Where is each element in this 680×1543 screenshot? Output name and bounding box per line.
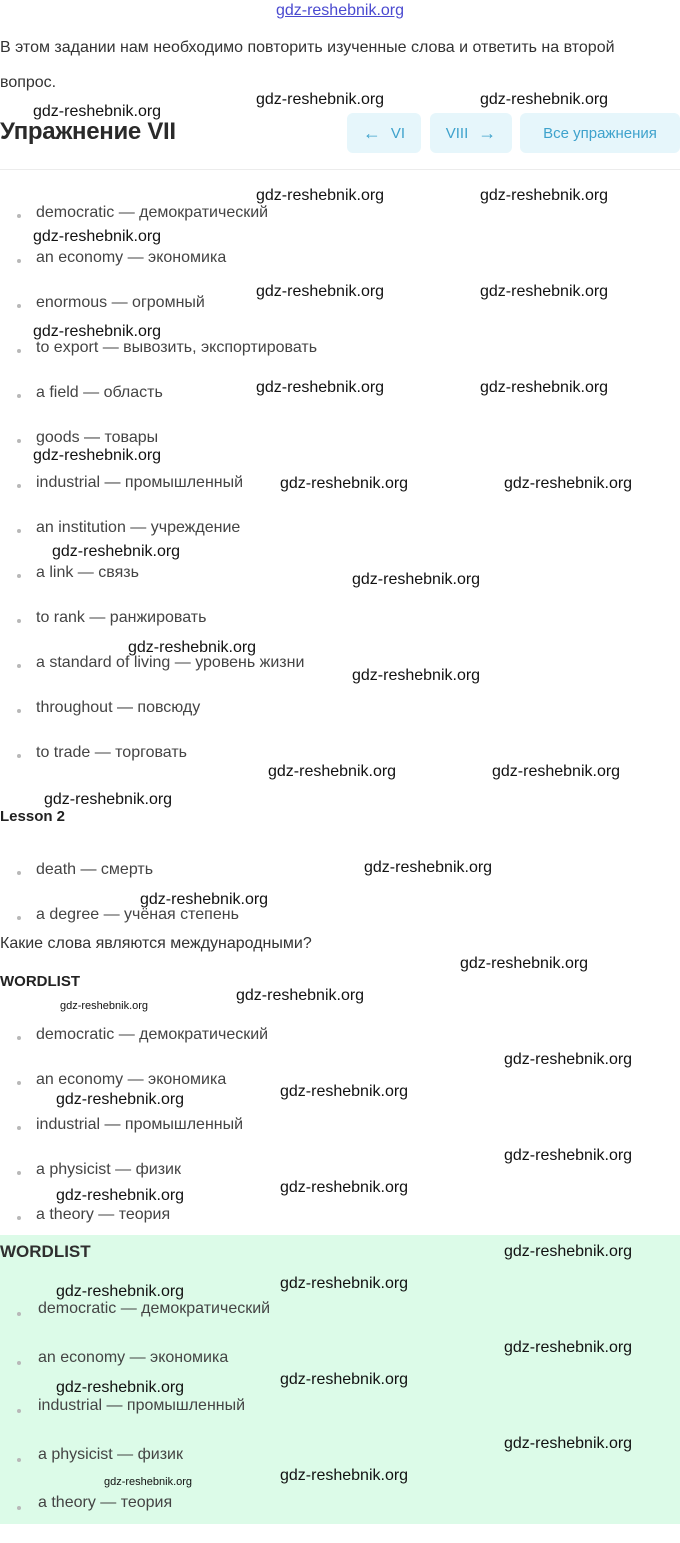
exercise-title: Упражнение VII xyxy=(0,118,176,145)
watermark: gdz-reshebnik.org xyxy=(504,475,633,492)
next-exercise-button[interactable] xyxy=(430,113,512,153)
arrow-left-icon: ← xyxy=(362,122,381,143)
watermark: gdz-reshebnik.org xyxy=(104,1476,193,1488)
list-item: an economy — экономика xyxy=(0,1071,680,1116)
list-item: a degree — учёная степень xyxy=(0,906,680,951)
list-item: industrial — промышленный xyxy=(0,1116,680,1161)
watermark: gdz-reshebnik.org xyxy=(268,763,397,780)
prev-exercise-label: VI xyxy=(390,124,406,142)
answer-wordlist xyxy=(0,1300,680,1543)
watermark: gdz-reshebnik.org xyxy=(280,1467,409,1484)
list-item: a standard of living — уровень жизни xyxy=(0,654,680,699)
watermark: gdz-reshebnik.org xyxy=(504,1147,633,1164)
watermark: gdz-reshebnik.org xyxy=(256,91,385,108)
arrow-right-icon: → xyxy=(478,122,497,143)
watermark: gdz-reshebnik.org xyxy=(33,447,162,464)
list-item: death — смерть xyxy=(0,861,680,906)
list-item: to rank — ранжировать xyxy=(0,609,680,654)
list-item: throughout — повсюду xyxy=(0,699,680,744)
intro-text: В этом задании нам необходимо повторить изученные слова и ответить на второй вопрос. xyxy=(0,39,615,91)
watermark: gdz-reshebnik.org xyxy=(33,228,162,245)
list-item: an economy — экономика xyxy=(0,249,680,294)
watermark: gdz-reshebnik.org xyxy=(60,1000,149,1012)
all-exercises-label: Все упражнения xyxy=(543,124,657,142)
watermark: gdz-reshebnik.org xyxy=(280,1371,409,1388)
list-item: democratic — демократический xyxy=(0,1026,680,1071)
watermark: gdz-reshebnik.org xyxy=(280,1275,409,1292)
watermark: gdz-reshebnik.org xyxy=(140,891,269,908)
watermark: gdz-reshebnik.org xyxy=(280,1179,409,1196)
watermark: gdz-reshebnik.org xyxy=(56,1379,185,1396)
watermark: gdz-reshebnik.org xyxy=(480,283,609,300)
watermark: gdz-reshebnik.org xyxy=(480,187,609,204)
all-exercises-button[interactable] xyxy=(520,113,680,153)
watermark: gdz-reshebnik.org xyxy=(504,1243,633,1260)
watermark: gdz-reshebnik.org xyxy=(280,1083,409,1100)
watermark: gdz-reshebnik.org xyxy=(33,323,162,340)
question-text: Какие слова являются международными? xyxy=(0,935,312,952)
list-item: a theory — теория xyxy=(0,1494,680,1543)
watermark: gdz-reshebnik.org xyxy=(256,187,385,204)
divider xyxy=(0,169,680,170)
watermark: gdz-reshebnik.org xyxy=(352,571,481,588)
list-item: democratic — демократический xyxy=(0,204,680,249)
list-item: a physicist — физик xyxy=(0,1446,680,1495)
watermark: gdz-reshebnik.org xyxy=(56,1091,185,1108)
watermark: gdz-reshebnik.org xyxy=(480,379,609,396)
list-item: an economy — экономика xyxy=(0,1349,680,1398)
watermark: gdz-reshebnik.org xyxy=(56,1187,185,1204)
watermark: gdz-reshebnik.org xyxy=(256,379,385,396)
prev-exercise-button[interactable] xyxy=(347,113,421,153)
wordlist-title: WORDLIST xyxy=(0,973,80,990)
list-item: a physicist — физик xyxy=(0,1161,680,1206)
list-item: industrial — промышленный xyxy=(0,474,680,519)
watermark: gdz-reshebnik.org xyxy=(504,1051,633,1068)
watermark: gdz-reshebnik.org xyxy=(52,543,181,560)
watermark: gdz-reshebnik.org xyxy=(492,763,621,780)
next-exercise-label: VIII xyxy=(445,124,469,142)
watermark: gdz-reshebnik.org xyxy=(128,639,257,656)
list-item: a theory — теория xyxy=(0,1206,680,1251)
watermark: gdz-reshebnik.org xyxy=(460,955,589,972)
list-item: democratic — демократический xyxy=(0,1300,680,1349)
watermark: gdz-reshebnik.org xyxy=(364,859,493,876)
list-item: enormous — огромный xyxy=(0,294,680,339)
watermark: gdz-reshebnik.org xyxy=(236,987,365,1004)
list-item: to trade — торговать xyxy=(0,744,680,789)
watermark: gdz-reshebnik.org xyxy=(44,791,173,808)
watermark: gdz-reshebnik.org xyxy=(504,1435,633,1452)
list-item: industrial — промышленный xyxy=(0,1397,680,1446)
lesson-title: Lesson 2 xyxy=(0,808,66,825)
watermark: gdz-reshebnik.org xyxy=(504,1339,633,1356)
watermark: gdz-reshebnik.org xyxy=(256,283,385,300)
watermark: gdz-reshebnik.org xyxy=(56,1283,185,1300)
watermark: gdz-reshebnik.org xyxy=(33,103,162,120)
watermark: gdz-reshebnik.org xyxy=(280,475,409,492)
list-item: a field — область xyxy=(0,384,680,429)
watermark: gdz-reshebnik.org xyxy=(480,91,609,108)
site-link[interactable]: gdz-reshebnik.org xyxy=(275,2,405,19)
list-item: to export — вывозить, экспортировать xyxy=(0,339,680,384)
list-item: a link — связь xyxy=(0,564,680,609)
answer-wordlist-title: WORDLIST xyxy=(0,1242,91,1261)
list-item: an institution — учреждение xyxy=(0,519,680,564)
list-item: goods — товары xyxy=(0,429,680,474)
watermark: gdz-reshebnik.org xyxy=(352,667,481,684)
